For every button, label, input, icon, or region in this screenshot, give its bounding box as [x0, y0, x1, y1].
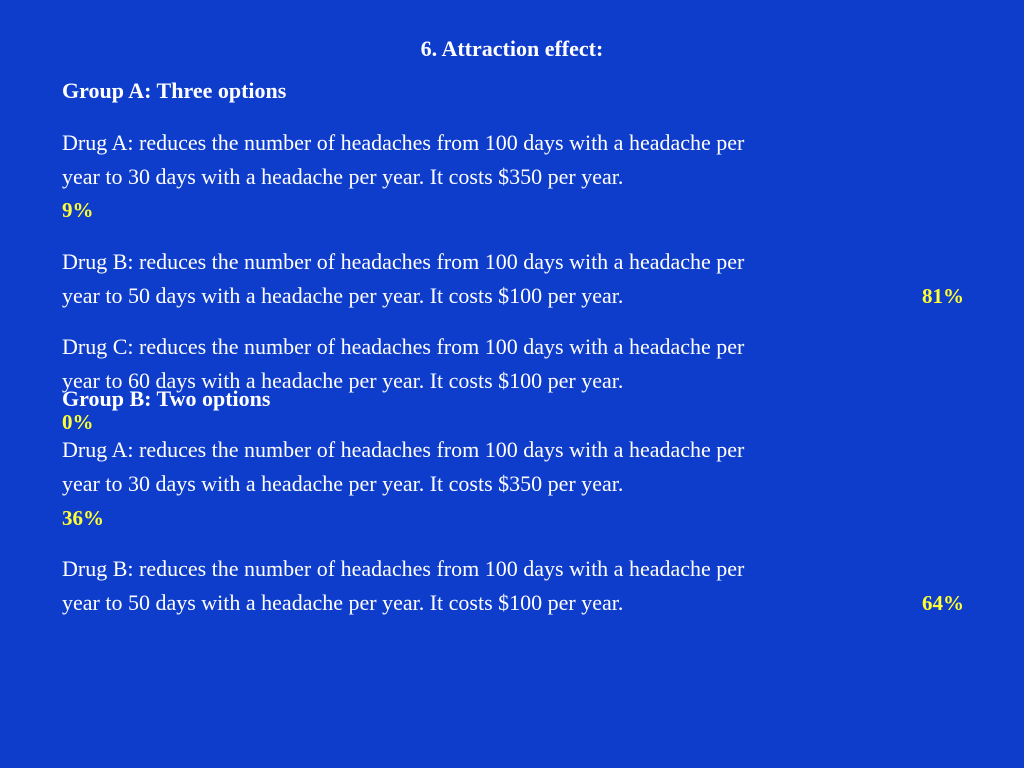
group-b-drug-b-percent: 64%	[922, 591, 964, 615]
group-b-heading: Group B: Two options	[62, 386, 271, 411]
group-b-drug-a-line1: Drug A: reduces the number of headaches from 100 days with a headache per	[62, 437, 745, 462]
slide-title: 6. Attraction effect:	[420, 36, 604, 61]
group-a-drug-c-line2: year to 60 days with a headache per year. It costs $100 per year.	[62, 368, 624, 393]
group-a-drug-c-line1: Drug C: reduces the number of headaches from 100 days with a headache per	[62, 334, 745, 359]
group-a-drug-a-line1: Drug A: reduces the number of headaches from 100 days with a headache per	[62, 130, 745, 155]
group-a-drug-b-line2: year to 50 days with a headache per year. It costs $100 per year.	[62, 283, 624, 308]
group-b-drug-a-line2: year to 30 days with a headache per year. It costs $350 per year.	[62, 471, 624, 496]
group-a-drug-a-percent: 9%	[62, 198, 94, 222]
group-a-drug-a-line2: year to 30 days with a headache per year. It costs $350 per year.	[62, 164, 624, 189]
group-a-drug-b-percent: 81%	[922, 284, 964, 308]
group-a-heading: Group A: Three options	[62, 78, 287, 103]
group-b-drug-b-line1: Drug B: reduces the number of headaches from 100 days with a headache per	[62, 556, 745, 581]
group-a-drug-c-percent: 0%	[62, 410, 94, 434]
group-b-drug-b-line2: year to 50 days with a headache per year. It costs $100 per year.	[62, 590, 624, 615]
group-a-drug-b-line1: Drug B: reduces the number of headaches from 100 days with a headache per	[62, 249, 745, 274]
group-b-drug-a-percent: 36%	[62, 506, 104, 530]
